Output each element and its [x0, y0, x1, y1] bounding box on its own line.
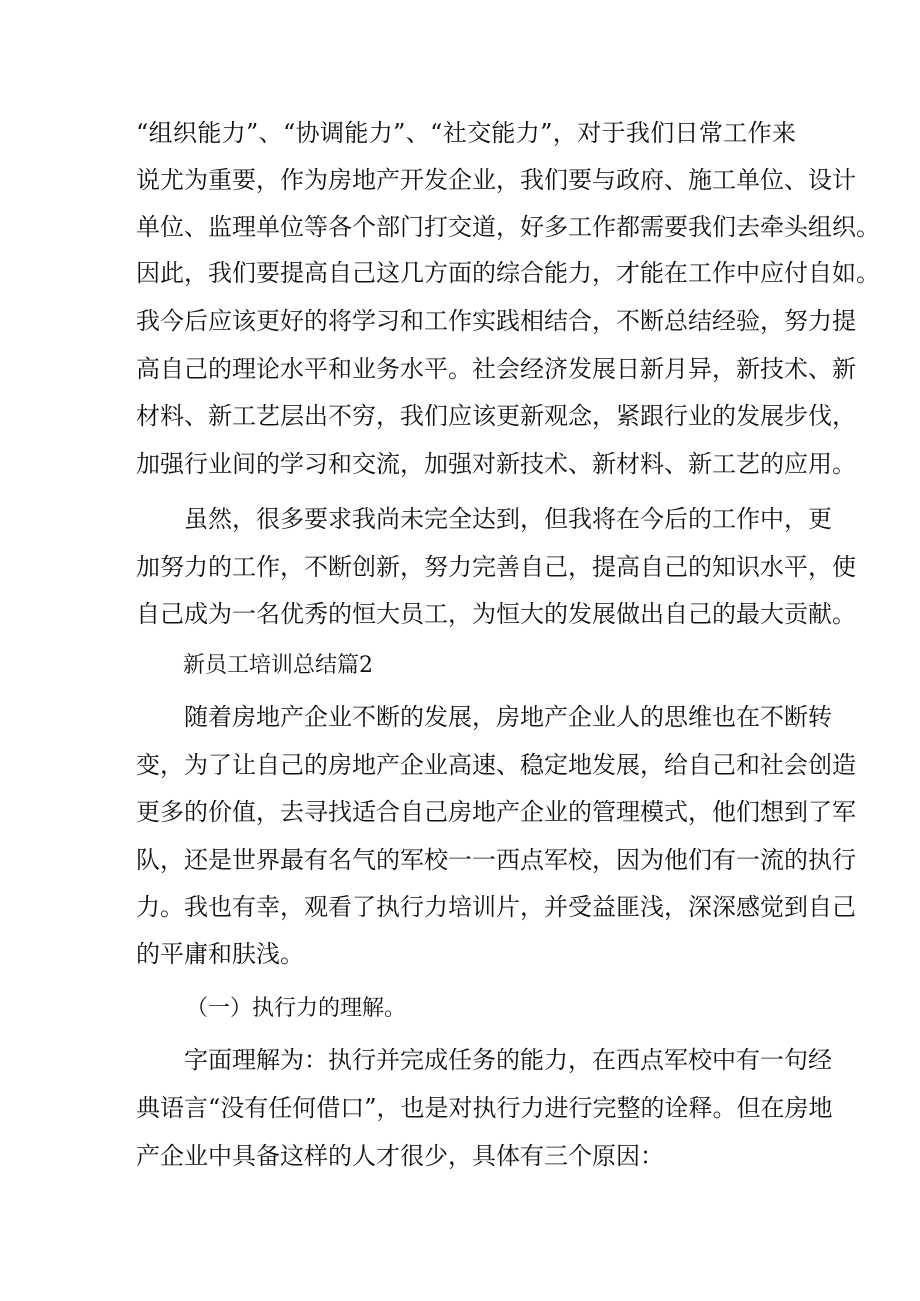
text-line: 材料、新工艺层出不穷，我们应该更新观念，紧跟行业的发展步伐，	[136, 402, 856, 430]
text-line: 典语言“没有任何借口”，也是对执行力进行完整的诠释。但在房地	[136, 1094, 833, 1122]
text-line: 虽然，很多要求我尚未完全达到，但我将在今后的工作中，更	[184, 505, 832, 533]
text-line: 单位、监理单位等各个部门打交道，好多工作都需要我们去牵头组织。	[136, 213, 880, 241]
text-line: 力。我也有幸，观看了执行力培训片，并受益匪浅，深深感觉到自己	[136, 893, 856, 921]
subheading: （一）执行力的理解。	[186, 996, 407, 1021]
text-line: 变，为了让自己的房地产企业高速、稳定地发展，给自己和社会创造	[136, 751, 856, 779]
text-line: “组织能力”、“协调能力”、“社交能力”，对于我们日常工作来	[136, 119, 796, 147]
section-heading: 新员工培训总结篇2	[183, 653, 373, 678]
text-line: 因此，我们要提高自己这几方面的综合能力，才能在工作中应付自如。	[136, 259, 880, 287]
text-line: 队，还是世界最有名气的军校一一西点军校，因为他们有一流的执行	[136, 846, 856, 874]
text-line: 加强行业间的学习和交流，加强对新技术、新材料、新工艺的应用。	[136, 450, 856, 478]
text-line: 说尤为重要，作为房地产开发企业，我们要与政府、施工单位、设计	[136, 166, 856, 194]
text-line: 产企业中具备这样的人才很少，具体有三个原因：	[136, 1142, 664, 1170]
text-line: 的平庸和肤浅。	[136, 940, 304, 968]
text-line: 加努力的工作，不断创新，努力完善自己，提高自己的知识水平，使	[136, 553, 856, 581]
text-line: 我今后应该更好的将学习和工作实践相结合，不断总结经验，努力提	[136, 307, 856, 335]
text-line: 随着房地产企业不断的发展，房地产企业人的思维也在不断转	[184, 703, 832, 731]
text-line: 更多的价值，去寻找适合自己房地产企业的管理模式，他们想到了军	[136, 798, 856, 826]
text-line: 字面理解为：执行并完成任务的能力，在西点军校中有一句经	[184, 1046, 832, 1074]
text-line: 高自己的理论水平和业务水平。社会经济发展日新月异，新技术、新	[136, 355, 856, 383]
text-line: 自己成为一名优秀的恒大员工，为恒大的发展做出自己的最大贡献。	[136, 600, 856, 628]
